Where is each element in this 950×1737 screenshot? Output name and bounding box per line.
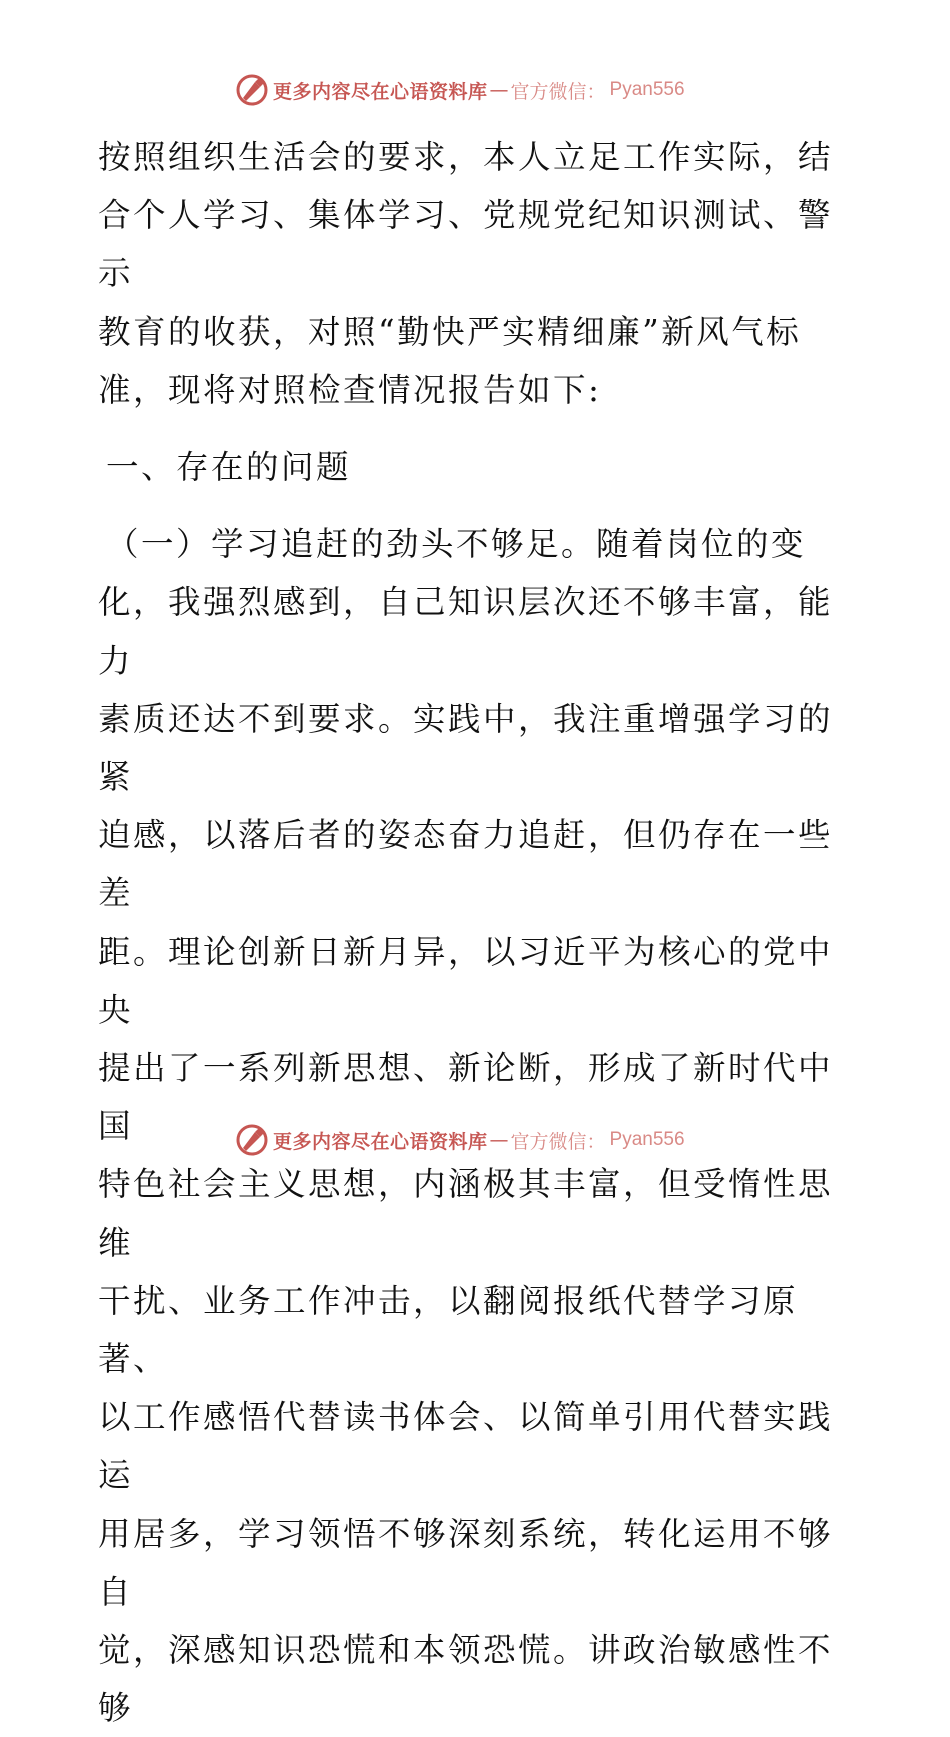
- watermark-wechat-id: Pyan556: [609, 79, 685, 100]
- pen-nib-circle-icon: [235, 73, 269, 107]
- section-line: 用居多，学习领悟不够深刻系统，转化运用不够自: [98, 1514, 834, 1611]
- intro-line: 按照组织生活会的要求，本人立足工作实际，结: [98, 138, 834, 176]
- watermark-colon: ：: [586, 80, 606, 103]
- section-line: 化，我强烈感到，自己知识层次还不够丰富，能力: [98, 583, 834, 680]
- watermark-label: 官方微信: [510, 80, 587, 103]
- section-line: 以工作感悟代替读书体会、以简单引用代替实践运: [98, 1398, 834, 1495]
- section-line: （一）学习追赶的劲头不够足。随着岗位的变: [106, 525, 807, 564]
- section-line: 觉，深感知识恐慌和本领恐慌。讲政治敏感性不够: [98, 1631, 834, 1728]
- watermark-label: 官方微信: [510, 1130, 587, 1153]
- section-line: 特色社会主义思想，内涵极其丰富，但受惰性思维: [98, 1165, 834, 1262]
- section-line: 素质还达不到要求。实践中，我注重增强学习的紧: [98, 699, 834, 797]
- watermark-site: 更多内容尽在心语资料库: [273, 1130, 488, 1153]
- watermark-dash: —: [489, 1129, 509, 1151]
- intro-line: 合个人学习、集体学习、党规党纪知识测试、警示: [98, 196, 834, 293]
- footer-watermark: [235, 1122, 685, 1158]
- watermark-site: 更多内容尽在心语资料库: [273, 80, 488, 103]
- section-line: 提出了一系列新思想、新论断，形成了新时代中国: [98, 1049, 834, 1146]
- section-line: 迫感，以落后者的姿态奋力追赶，但仍存在一些差: [98, 816, 834, 913]
- watermark-colon: ：: [586, 1130, 606, 1153]
- section-line: 距。理论创新日新月异，以习近平为核心的党中央: [98, 932, 834, 1029]
- section-heading: 一、存在的问题: [106, 448, 352, 487]
- section-line: 干扰、业务工作冲击，以翻阅报纸代替学习原著、: [98, 1281, 799, 1379]
- intro-paragraph: [98, 128, 854, 419]
- watermark-wechat-id: Pyan556: [609, 1129, 685, 1150]
- header-watermark: [235, 72, 685, 108]
- watermark-dash: —: [489, 79, 509, 101]
- intro-line: 教育的收获，对照“勤快严实精细廉”新风气标: [98, 312, 802, 351]
- document-body: [98, 128, 854, 1737]
- intro-line: 准，现将对照检查情况报告如下:: [98, 370, 602, 409]
- pen-nib-circle-icon: [235, 1123, 269, 1157]
